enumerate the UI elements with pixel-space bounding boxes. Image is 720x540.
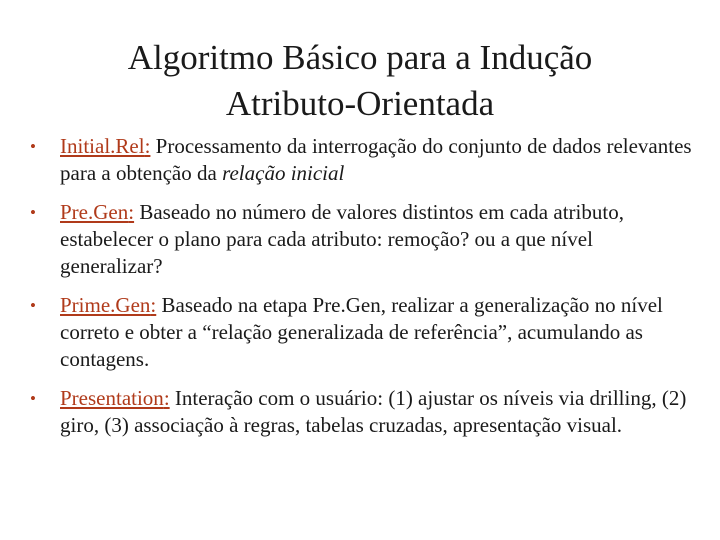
bullet-list	[30, 133, 695, 451]
bullet-text: Processamento da interrogação do conjunto de dados relevantes para a obtenção da	[60, 134, 692, 185]
term-separator: :	[144, 134, 151, 158]
bullet-marker: •	[30, 137, 36, 156]
bullet-text: Baseado na etapa Pre.Gen, realizar a generalização no nível correto e obter a “relação generalizada de referência”, acumulando as contagens.	[60, 293, 663, 371]
bullet-item-presentation	[30, 385, 695, 439]
slide-title-line-1: Algoritmo Básico para a Indução	[127, 38, 593, 78]
bullet-marker: •	[30, 296, 36, 315]
term-separator: :	[163, 386, 170, 410]
term-separator: :	[150, 293, 157, 317]
term-presentation: Presentation	[60, 386, 164, 410]
bullet-text: Baseado no número de valores distintos em cada atributo, estabelecer o plano para cada atributo: remoção? ou a que nível generalizar?	[60, 200, 624, 278]
bullet-item-initial-rel	[30, 133, 695, 187]
bullet-emphasis: relação inicial	[222, 161, 345, 185]
term-separator: :	[128, 200, 135, 224]
term-initial-rel: Initial.Rel	[60, 134, 145, 158]
slide-title-line-2: Atributo-Orientada	[225, 84, 495, 124]
bullet-marker: •	[30, 389, 36, 408]
bullet-item-pre-gen	[30, 199, 695, 280]
bullet-text: Interação com o usuário: (1) ajustar os níveis via drilling, (2) giro, (3) associação à regras, tabelas cruzadas, apresentação visual.	[60, 386, 687, 437]
term-pre-gen: Pre.Gen	[60, 200, 129, 224]
bullet-marker: •	[30, 203, 36, 222]
term-prime-gen: Prime.Gen	[60, 293, 151, 317]
slide-title	[0, 35, 720, 127]
bullet-item-prime-gen	[30, 292, 695, 373]
